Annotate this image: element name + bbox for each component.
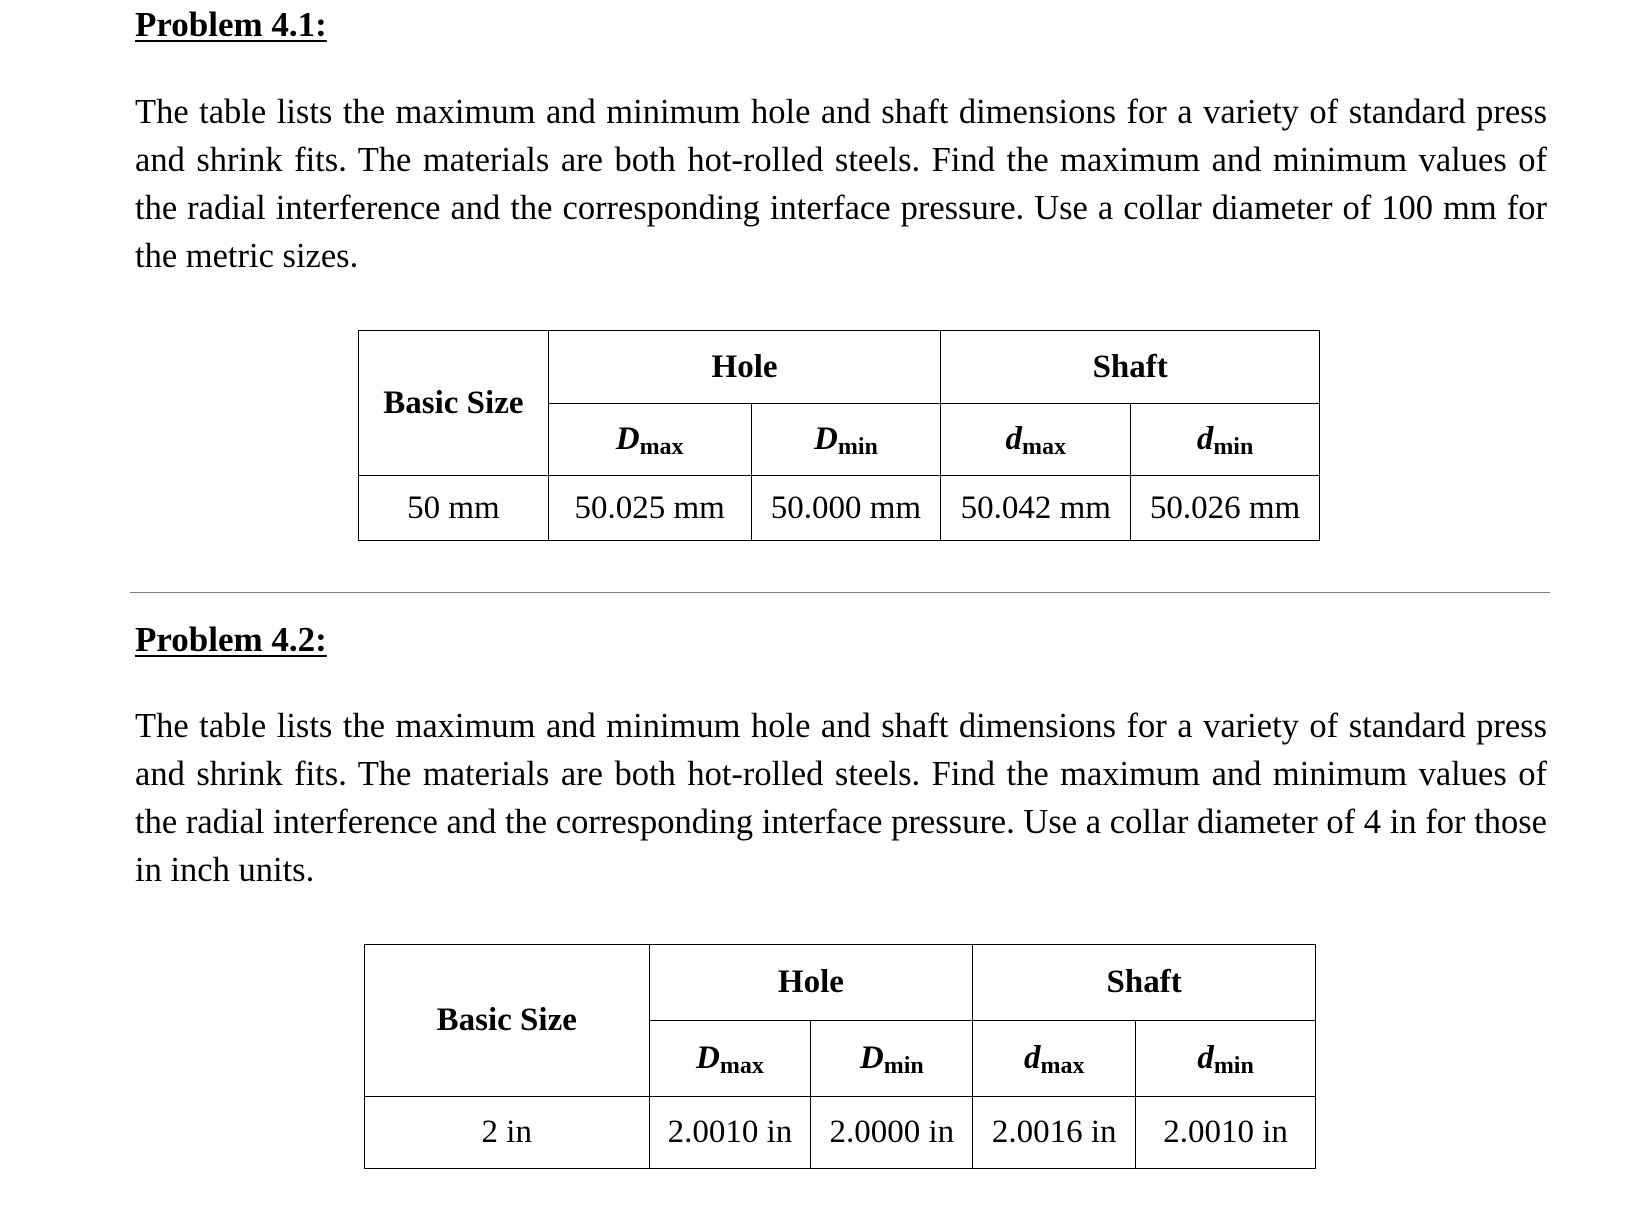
col-header-hole-min: $D_{min}$ — [811, 1021, 973, 1097]
shaft-min-cell: 50.026 mm — [1131, 476, 1320, 541]
table-row — [359, 476, 1320, 541]
problem-4-1-heading: Problem 4.1: — [135, 5, 327, 44]
basic-size-cell: 50 mm — [359, 476, 549, 541]
col-header-shaft-max: $d_{max}$ — [941, 404, 1131, 476]
col-header-shaft-min: $d_{min}$ — [1136, 1021, 1316, 1097]
col-header-hole-max: $D_{max}$ — [649, 1021, 811, 1097]
basic-size-cell: 2 in — [365, 1097, 650, 1169]
problem-4-2-text: The table lists the maximum and minimum hole and shaft dimensions for a variety of standard press and shrink fits. The materials are both hot-rolled steels. Find the maximum and minimum values of the radial interference and the corresponding interface pressure. Use a collar diameter of 4 in for those in inch units. — [135, 707, 1547, 889]
basic-size-header: Basic Size — [365, 945, 650, 1097]
shaft-header: Shaft — [941, 331, 1320, 404]
col-header-hole-max: $D_{max}$ — [548, 404, 751, 476]
hole-max-cell: 50.025 mm — [548, 476, 751, 541]
problem-4-2-heading: Problem 4.2: — [135, 620, 327, 659]
shaft-min-cell: 2.0010 in — [1136, 1097, 1316, 1169]
hole-header: Hole — [649, 945, 973, 1021]
hole-min-cell: 2.0000 in — [811, 1097, 973, 1169]
section-divider — [130, 592, 1550, 593]
hole-max-cell: 2.0010 in — [649, 1097, 811, 1169]
problem-4-1-text: The table lists the maximum and minimum hole and shaft dimensions for a variety of standard press and shrink fits. The materials are both hot-rolled steels. Find the maximum and minimum values of the radial interference and the corresponding interface pressure. Use a collar diameter of 100 mm for the metric sizes. — [135, 93, 1547, 275]
col-header-hole-min: $D_{min}$ — [751, 404, 941, 476]
shaft-header: Shaft — [973, 945, 1316, 1021]
hole-header: Hole — [548, 331, 941, 404]
shaft-max-cell: 2.0016 in — [973, 1097, 1136, 1169]
shaft-max-cell: 50.042 mm — [941, 476, 1131, 541]
problem-4-1-table — [358, 330, 1320, 541]
col-header-shaft-max: $d_{max}$ — [973, 1021, 1136, 1097]
hole-min-cell: 50.000 mm — [751, 476, 941, 541]
col-header-shaft-min: $d_{min}$ — [1131, 404, 1320, 476]
basic-size-header: Basic Size — [359, 331, 549, 476]
table-row — [365, 1097, 1316, 1169]
problem-4-2-table — [364, 944, 1316, 1169]
